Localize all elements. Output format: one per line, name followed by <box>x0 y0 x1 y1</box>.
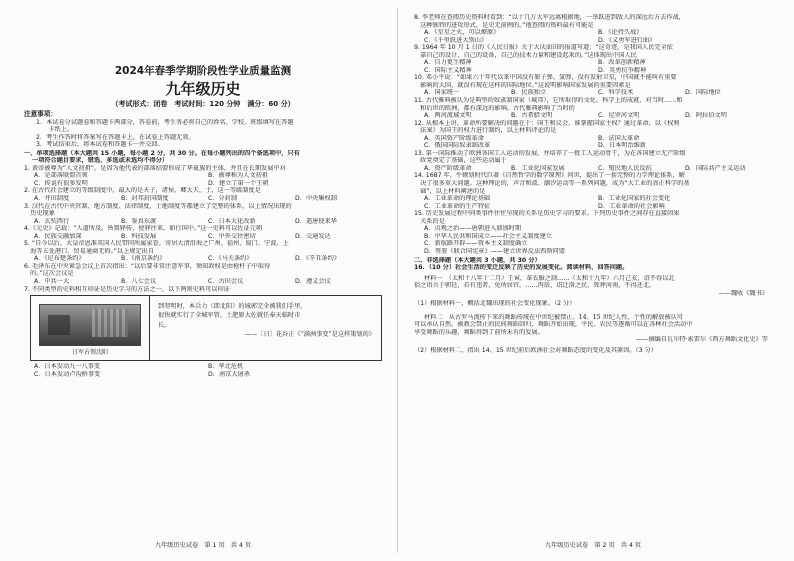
question-text: 14. 1687 年，牛顿划时代巨著《自然哲学的数学原理》问世，提出了一套完整的力学理论体系，解 <box>414 172 685 180</box>
option: A．国家统一 <box>424 89 460 97</box>
q16-part-1: （1）根据材料一，概括北魏出现的社会变化现象。（2 分） <box>414 300 576 308</box>
option-row <box>24 278 382 286</box>
option: B．法国大革命 <box>598 134 640 142</box>
notice-list <box>24 119 382 149</box>
question-text: 础”，以上材料阐述的是 <box>414 187 486 195</box>
option: D．南京大屠杀 <box>208 370 250 378</box>
option-row <box>414 37 772 45</box>
option: D．英勇抗争精神 <box>598 66 647 74</box>
option: D．中央集权制 <box>295 195 337 203</box>
left-column <box>24 14 382 378</box>
question-text: 法案》为国王的权力进行制约，以上材料评论的是 <box>414 127 557 135</box>
option: D．遵义会议 <box>295 278 331 286</box>
quote-source: ——〔日〕花谷正《“满洲事变”是这样策划的》 <box>244 330 375 338</box>
option: D．《义勇军进行曲》 <box>598 36 656 44</box>
option: D．阿拉伯文明 <box>685 112 727 120</box>
left-question-list <box>24 165 382 293</box>
material-line: 可以承认自然，被教会禁止的民间舞蹈回归，舞蹈开始出现，平民、农民等逐渐可以在各种社会活动中 <box>414 321 693 329</box>
exam-meta: （考试形式：闭卷 考试时间：120 分钟 满分：60 分） <box>111 100 295 108</box>
q7-options <box>24 363 382 371</box>
option-row <box>414 142 772 150</box>
option: C．中外交往密切 <box>208 232 256 240</box>
option-row <box>24 180 382 188</box>
option: A．玄奘西行 <box>34 217 70 225</box>
quote-line: 长。 <box>158 321 171 329</box>
material-line: 俗之语言于朝廷，若有违者，免所居官。……丙辰，诏迁洛之民，死葬河南，不得还北。 <box>414 282 656 290</box>
option: D．建立了第一个王朝 <box>208 179 269 187</box>
option: C．殖民地人民反抗 <box>598 164 652 172</box>
historical-photo <box>31 296 150 360</box>
option: C．工业革命的生产特征 <box>424 202 491 210</box>
option: A．工业革命的理论基础 <box>424 195 491 203</box>
notice-item: 3．考试结束后，将本试卷和答题卡一并交回。 <box>36 141 164 149</box>
option: B．工业化国家发展 <box>511 164 565 172</box>
section-1-title-cont: 一项符合题目要求，错选、多选或未选均不得分） <box>32 157 169 165</box>
question-text: 15. 历史发展过程中同类事件往往呈现的关系是历史学习的要求。下列历史事件之间存在直接因果 <box>414 210 680 218</box>
option: C．古田会议 <box>208 278 244 286</box>
option: A．两河流域文明 <box>424 112 472 120</box>
question-text: 13. 第一国际推动了欧洲各国工人运动的发展，并培养了一批工人运动骨干，为在各国建立无产阶级 <box>414 149 686 157</box>
option-row <box>414 195 772 203</box>
question-text: 和后世的欧洲，都有深远的影响。古代雅典影响了当时的 <box>414 104 575 112</box>
option: B．《南京条约》 <box>121 255 166 263</box>
q7-options <box>24 371 382 379</box>
option: A．资产阶级革命 <box>424 164 472 172</box>
notice-item: 1．本试卷分试题卷和答题卡两部分，答卷前，考生务必将自己的姓名、学校、班级填写在答题 <box>36 118 294 126</box>
option: B．华北危机 <box>208 363 244 371</box>
notice-item: 卡纸上。 <box>36 126 74 134</box>
option: C．国际主义精神 <box>424 66 472 74</box>
option: D．工业革命的社会影响 <box>598 202 665 210</box>
question-text: 历史现象 <box>24 210 55 218</box>
option: C．日本发动卢沟桥事变 <box>34 370 101 378</box>
option-row <box>414 89 772 97</box>
option-row <box>414 165 772 173</box>
question-text: 12. 从根本上讲，革命所要解决的问题在于：国王和议会，谁掌握国家主权？通过革命，以《权利 <box>414 119 680 127</box>
material-line: 材料一 （太和十八年十二月）壬寅，革衣服之制……（太和十九年）六月己亥，诏不得以北 <box>424 274 675 282</box>
question-text: 3. 汉代在古代中央官制、地方制度、法律制度、土地制度等都建立了完整的体系，以上情况出现的 <box>24 202 292 210</box>
question-text: 5. “自今以后，大皇帝恩准英国人民带同所属家眷，寄居大清沿海之广州、福州、厦门、宁波、上 <box>24 240 289 248</box>
option: B．科技发展 <box>121 232 157 240</box>
question-text: 政党奠定了基础，这些运动属于 <box>414 157 507 165</box>
option: B．鉴真东渡 <box>121 217 157 225</box>
option: B．工业化国家的社会变化 <box>598 195 671 203</box>
option: B．中华人民共和国成立——社会主义制度建立 <box>424 232 552 240</box>
option-row <box>24 255 382 263</box>
option: C．《千里跃进大别山》 <box>424 36 488 44</box>
option: A．英国资产阶级革命 <box>424 134 484 142</box>
option: B．《论持久战》 <box>598 29 643 37</box>
option: B．民族独立 <box>511 89 547 97</box>
option: D．交通发达 <box>295 232 331 240</box>
question-text: 6. 毛泽东在中央紧急会议上首次指出：“以后要非常注意军事，须知政权是由枪杆子中取得 <box>24 262 271 270</box>
q16-intro: 16．（10 分）社会生活的变迁反映了历史的发展变化。阅读材料，回答问题。 <box>414 264 629 272</box>
option: D．签署《联合国宪章》——建立世界反法西斯同盟 <box>424 247 565 255</box>
option: A．贞观之治——唐朝进入鼎盛时期 <box>424 225 522 233</box>
question-text: 这种独特的进攻形式，是史无前例的。”他查阅的资料最有可能是 <box>414 21 594 29</box>
option: B．被尊称为人文初祖 <box>208 172 268 180</box>
option-row <box>414 203 772 211</box>
option: D．《辛丑条约》 <box>295 255 340 263</box>
material-source: ——摘编自瓦尔特·索雷尔《西方舞蹈文化史》等 <box>636 336 768 344</box>
right-question-list <box>414 14 772 256</box>
material-1 <box>414 275 772 298</box>
q16-part-2: （2）根据材料二，指出 14、15 世纪前后欧洲社会对舞蹈态度的变化及其原因。（3 分） <box>414 346 657 354</box>
option-row <box>414 59 772 67</box>
option: B．封邦封国制度 <box>121 195 169 203</box>
option-row <box>24 218 382 226</box>
page-footer-right: 九年级历史试卷 第 2 页 共 4 页 <box>544 542 642 549</box>
question-text: 2. 在古代社会建立的等级制度中，最大的是天子，诸侯、卿大夫、士，这一等级制度是 <box>24 187 261 195</box>
option: C．日本大化改新 <box>208 217 256 225</box>
option: B．改革创新精神 <box>598 59 646 67</box>
option: C．《马关条约》 <box>208 255 253 263</box>
notice-heading: 注意事项： <box>24 110 57 118</box>
material-2 <box>414 314 772 344</box>
option: A．《星星之火，可以燎原》 <box>424 29 500 37</box>
question-text: 11. 古代雅典被认为是典型的奴隶制国家（城邦），它所取得的文化、科学上的成就，对当时……和 <box>414 97 683 105</box>
option: D．国际地位 <box>685 89 721 97</box>
question-text: 9. 1964 年 10 月 1 日的《人民日报》关于大庆油田的报道写道：“这奇迹，是我国人民完全依 <box>414 44 673 52</box>
option: B．八七会议 <box>121 278 157 286</box>
question-text: 8. 李老师在查阅历史资料时看到：“以十几万大军远离根据地，一举跃进到敌人的深远后方去作战， <box>414 14 685 21</box>
option: B．古希腊文明 <box>511 112 553 120</box>
option: C．新航路开辟——资本主义制度确立 <box>424 240 528 248</box>
option-row <box>24 172 382 180</box>
option: C．尼罗河文明 <box>598 112 640 120</box>
option-row <box>414 67 772 75</box>
option-row <box>24 233 382 241</box>
photo-caption: 日军占领沈阳 <box>71 348 108 356</box>
subject-title: 九年级历史 <box>165 80 241 98</box>
question-text: 海等五处港口，贸易通商无碍。”以上规定出自 <box>24 247 155 255</box>
option: C．俄国国际奴隶制改革 <box>424 142 491 150</box>
page-footer-left: 九年级历史试卷 第 1 页 共 4 页 <box>154 542 252 549</box>
question-text: 的。”这次会议是 <box>24 270 74 278</box>
option: D．遣唐使来华 <box>295 217 337 225</box>
page-divider <box>397 8 398 553</box>
quote-line: 到翌明时，本兵力（即北阳）的城郭完全被我们手里， <box>158 303 307 311</box>
exam-title: 2024年春季学期阶段性学业质量监测 <box>114 65 292 77</box>
option-row <box>414 29 772 37</box>
question-text: 决了很多重大问题。这种理论的，声音和波、潮汐运动等一系列问题，成为“大工业的真正科学的基 <box>414 180 690 188</box>
question-text: 4.《元史》记载：“人道所及，皆置驿传，使驿往来，如行国中。”这一史料可以佐证元朝 <box>24 225 263 233</box>
option-row <box>24 195 382 203</box>
option: A．井田制度 <box>34 195 70 203</box>
option: D．国际共产主义运动 <box>685 164 746 172</box>
option-row <box>414 135 772 143</box>
source-figure <box>30 295 382 361</box>
question-text: 靠自己的设计，自己的设备，自己的技术力量和建设起来的。”这体现出中国人民 <box>414 51 637 59</box>
question-text: 1. 黄帝被尊为“人文初祖”，是因为他代表的部落结盟形成了华夏族的主体，并且在长期发展中对 <box>24 164 286 172</box>
section-2-title: 二、非选择题（本大题共 3 小题，共 30 分） <box>414 256 541 264</box>
option: A．是部落联盟首领 <box>34 172 88 180</box>
right-column <box>414 14 772 355</box>
photo-image <box>39 304 141 346</box>
question-text: 10. 邓小平说：“如果六十年代以来中国没有原子弹、氢弹，没有发射卫星，中国就不能叫有重要 <box>414 74 677 82</box>
question-text: 关系的是 <box>414 217 445 225</box>
section-1-title: 一、单项选择题（本大题共 15 小题，每小题 2 分，共 30 分。在每小题列出的四个备选项中，只有 <box>24 149 300 157</box>
option: A．日本发动九一八事变 <box>34 363 101 371</box>
option: A．民族交融加深 <box>34 232 82 240</box>
option: A．自力更生精神 <box>424 59 472 67</box>
quote-line: 很快就实行了全城军管，土肥原大佐就任奉天临时市 <box>158 312 301 320</box>
material-line: 材料二 从古罗马流传下来的舞蹈传统在中世纪被禁止。14、15 世纪人性、个性的解放被认可 <box>424 313 684 321</box>
option: A．中共一大 <box>34 278 70 286</box>
option: C．科学技术 <box>598 89 634 97</box>
option: A．《尼布楚条约》 <box>34 255 85 263</box>
option: C．传说有很多发明 <box>34 179 88 187</box>
notice-item: 2．考生作答时将答案写在答题卡上，在试卷上答题无效。 <box>36 133 195 141</box>
question-text: 影响的大国，就没有现在这样的国际地位。”这说明影响国家发展的重要因素是 <box>414 81 631 89</box>
material-line: 享受舞蹈的乐趣，舞蹈得到了前所未有的发展。 <box>414 328 544 336</box>
source-quote <box>150 296 381 360</box>
option: C．分封制 <box>208 195 238 203</box>
material-source: ——魏收《魏书》 <box>718 289 768 297</box>
option: D．日本明治维新 <box>598 142 647 150</box>
question-text: 7. 不同类型的史料相互印证是历史学习的方法之一，以下两则史料可以印证 <box>24 285 230 293</box>
option-row <box>414 112 772 120</box>
